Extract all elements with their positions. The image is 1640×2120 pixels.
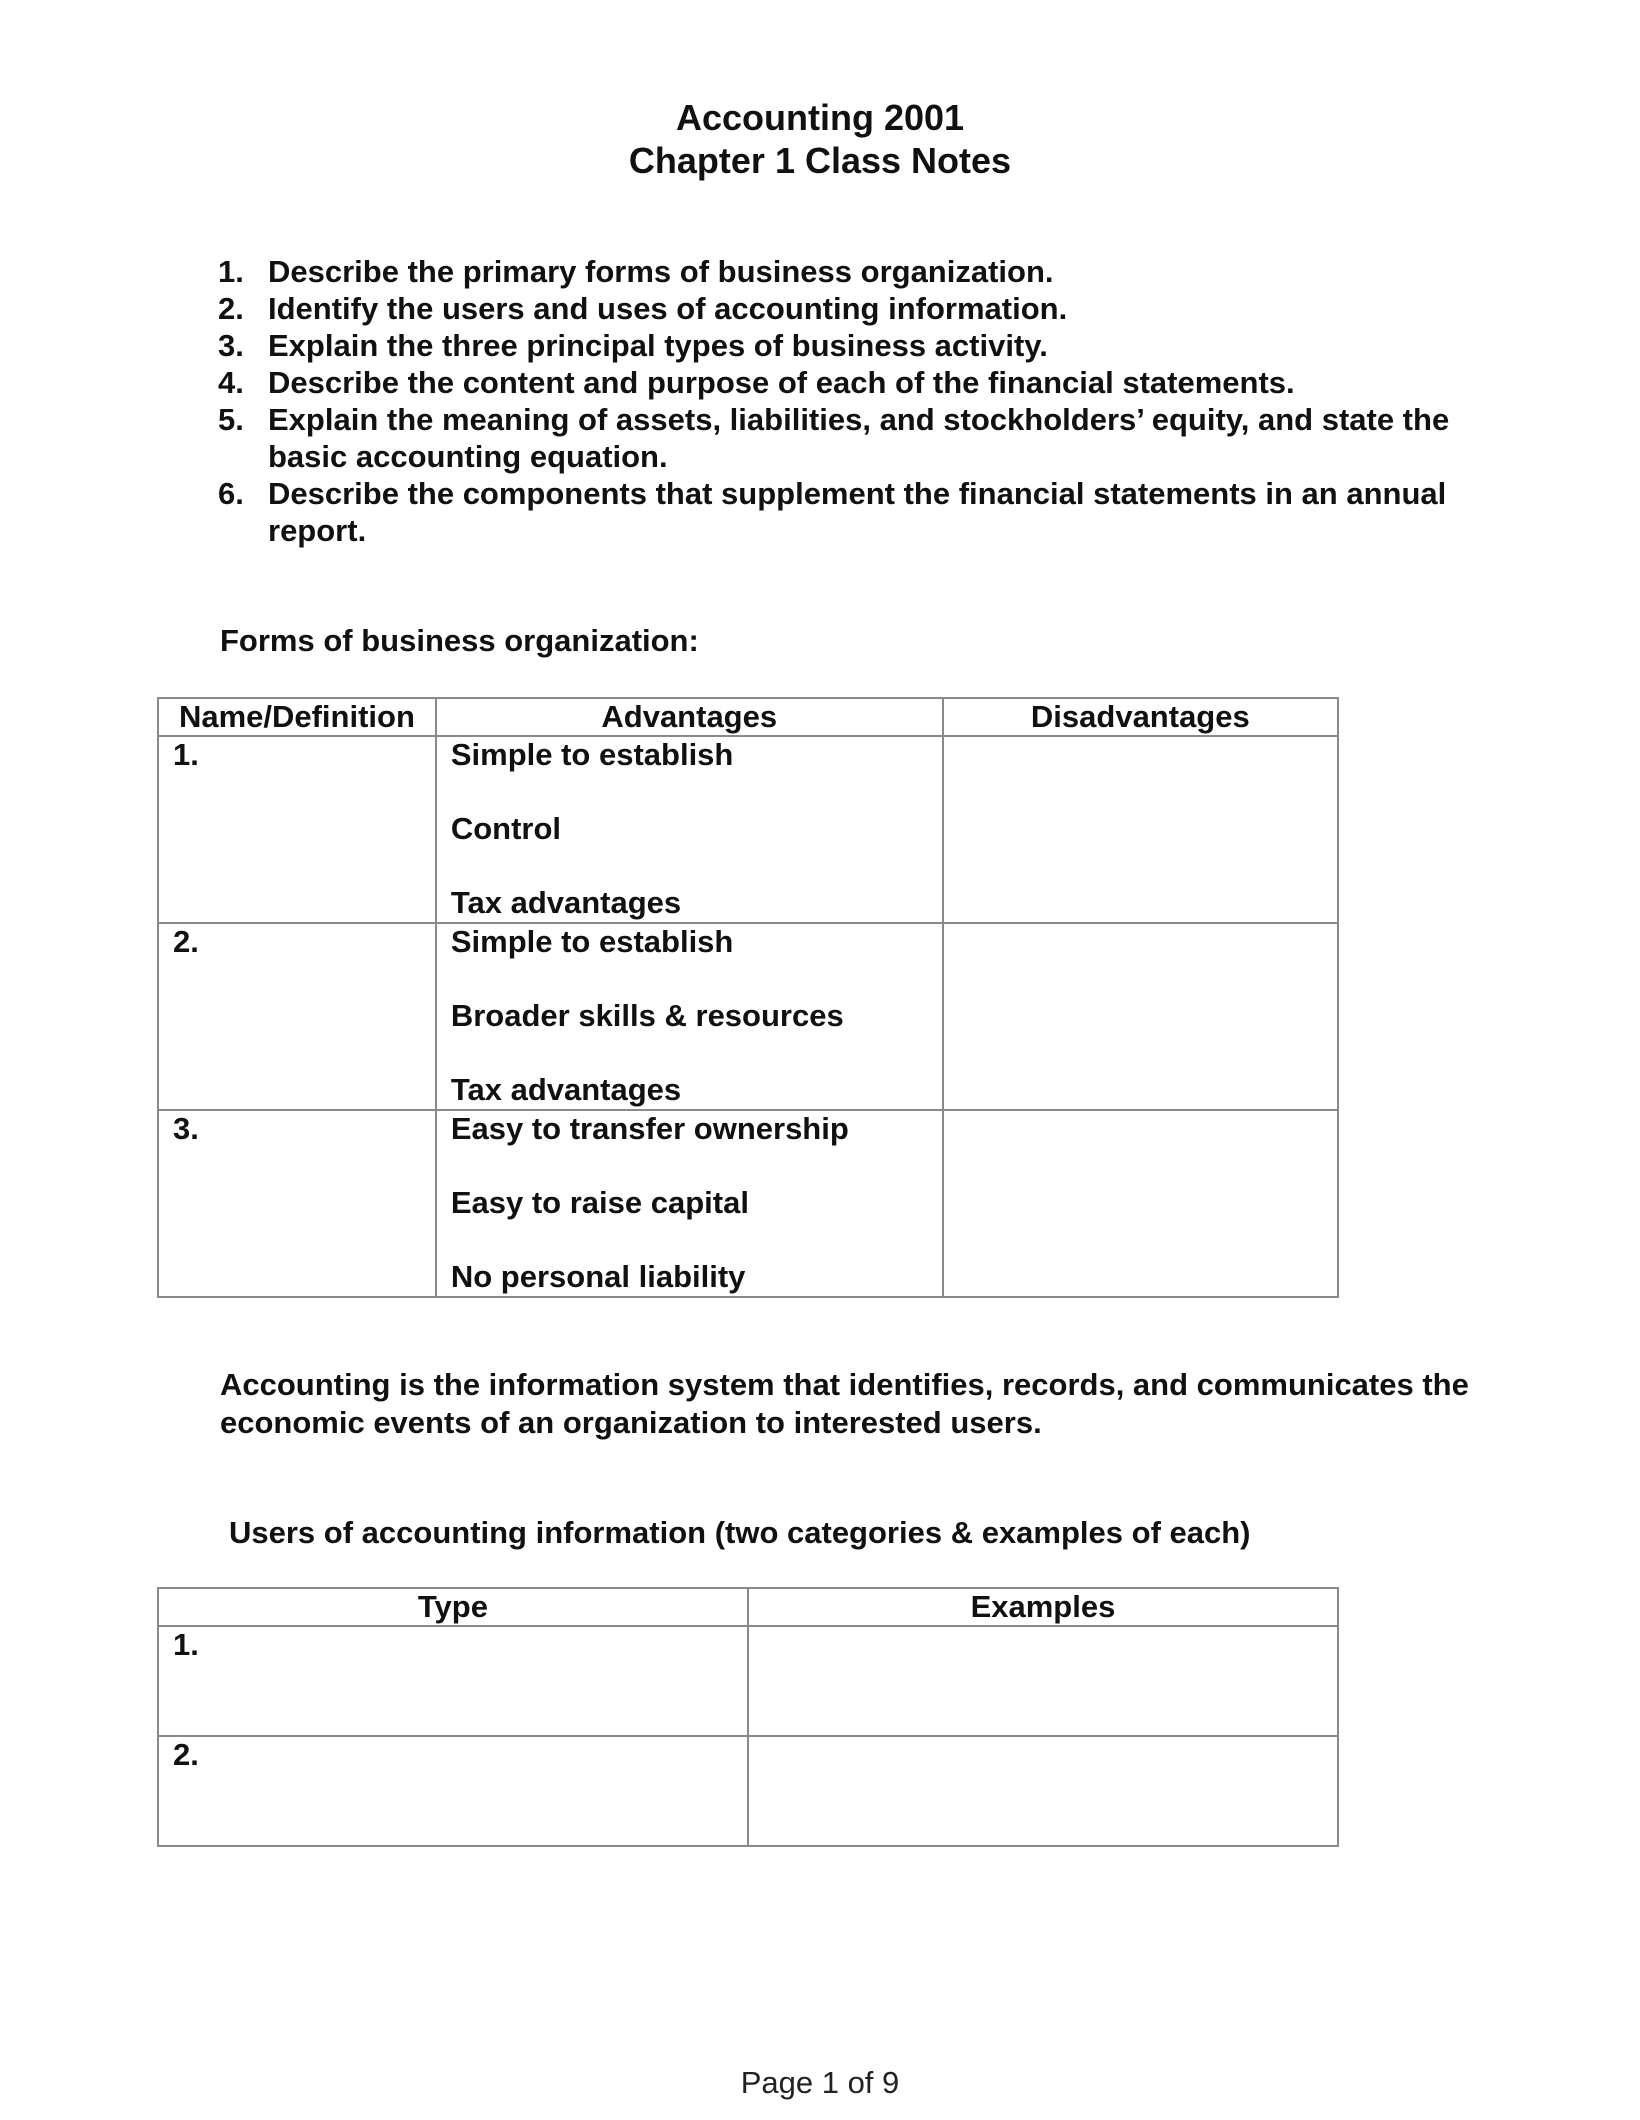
forms-heading: Forms of business organization: (220, 623, 699, 658)
column-header-advantages: Advantages (436, 698, 943, 736)
advantage-item: Control (450, 811, 562, 846)
advantage-item: Broader skills & resources (450, 998, 844, 1033)
table-row (158, 1110, 1338, 1297)
table-row (158, 923, 1338, 1110)
document-title: Accounting 2001 (675, 97, 965, 138)
column-header-name-definition: Name/Definition (158, 698, 436, 736)
advantage-item: Tax advantages (450, 1072, 682, 1107)
disadvantages-cell[interactable] (943, 736, 1338, 923)
advantage-item: Simple to establish (450, 924, 734, 959)
title-block (0, 96, 1640, 182)
objective-number: 3. (218, 328, 244, 363)
objective-item (218, 327, 1468, 364)
objective-text: Identify the users and uses of accounting information. (268, 291, 1068, 326)
users-table (157, 1587, 1339, 1847)
objective-number: 4. (218, 365, 244, 400)
column-header-type: Type (158, 1588, 748, 1626)
objective-text: Explain the three principal types of business activity. (268, 328, 1048, 363)
page-number: Page 1 of 9 (740, 2065, 900, 2100)
column-header-disadvantages: Disadvantages (943, 698, 1338, 736)
advantage-item: No personal liability (450, 1259, 746, 1294)
table-row (158, 1736, 1338, 1846)
column-header-examples: Examples (748, 1588, 1338, 1626)
objective-item (218, 475, 1468, 549)
table-header-row (158, 1588, 1338, 1626)
advantage-item: Simple to establish (450, 737, 734, 772)
objective-item (218, 364, 1468, 401)
objective-text: Explain the meaning of assets, liabilities, and stockholders’ equity, and state the basic accounting equation. (268, 402, 1450, 474)
row-number: 3. (158, 1110, 436, 1297)
advantages-cell (436, 736, 943, 923)
learning-objectives-list (218, 253, 1468, 549)
examples-cell[interactable] (748, 1736, 1338, 1846)
table-header-row (158, 698, 1338, 736)
objective-number: 5. (218, 402, 244, 437)
row-number: 2. (158, 923, 436, 1110)
objective-item (218, 253, 1468, 290)
table-row (158, 736, 1338, 923)
disadvantages-cell[interactable] (943, 923, 1338, 1110)
objective-text: Describe the content and purpose of each of the financial statements. (268, 365, 1295, 400)
objective-text: Describe the primary forms of business organization. (268, 254, 1054, 289)
row-number: 1. (158, 736, 436, 923)
objective-number: 2. (218, 291, 244, 326)
accounting-definition: Accounting is the information system that identifies, records, and communicates the economic events of an organization to interested users. (220, 1367, 1469, 1440)
advantages-cell (436, 923, 943, 1110)
objective-item (218, 401, 1468, 475)
disadvantages-cell[interactable] (943, 1110, 1338, 1297)
document-subtitle: Chapter 1 Class Notes (628, 140, 1012, 181)
row-number: 2. (158, 1736, 748, 1846)
examples-cell[interactable] (748, 1626, 1338, 1736)
advantages-cell (436, 1110, 943, 1297)
row-number: 1. (158, 1626, 748, 1736)
table-row (158, 1626, 1338, 1736)
business-forms-table (157, 697, 1339, 1298)
objective-number: 1. (218, 254, 244, 289)
users-heading: Users of accounting information (two categories & examples of each) (229, 1515, 1251, 1550)
objective-item (218, 290, 1468, 327)
objective-number: 6. (218, 476, 244, 511)
advantage-item: Tax advantages (450, 885, 682, 920)
advantage-item: Easy to raise capital (450, 1185, 749, 1220)
objective-text: Describe the components that supplement the financial statements in an annual report. (268, 476, 1447, 548)
advantage-item: Easy to transfer ownership (450, 1111, 849, 1146)
